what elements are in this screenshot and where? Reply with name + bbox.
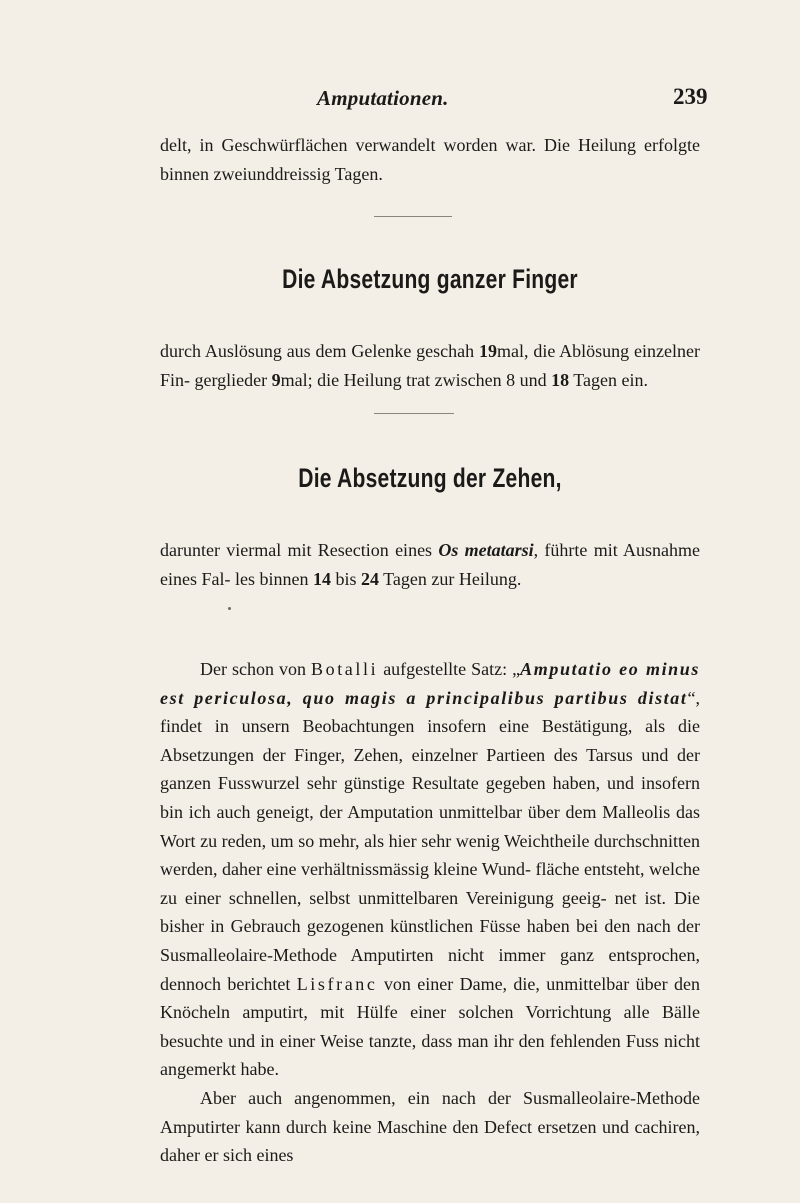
latin-term: Os metatarsi	[438, 540, 534, 560]
text-run: Tagen ein.	[569, 369, 648, 390]
paragraph-aber: Aber auch angenommen, ein nach der Susmalleolaire-Methode Amputirter kann durch keine Maschine den Defect ersetzen und cachiren, daher er sich eines	[160, 1087, 700, 1166]
section-text-toes	[160, 536, 700, 593]
number: 14	[312, 568, 331, 589]
author-name: Lisfranc	[296, 973, 378, 994]
author-name: Botalli	[310, 659, 379, 679]
page-number: 239	[673, 84, 708, 109]
text-run: aufgestellte Satz:	[378, 659, 513, 679]
text-run: Der schon von	[200, 659, 311, 679]
page-header	[0, 86, 800, 126]
paragraph-line: zweiunddreissig Tagen.	[213, 163, 383, 184]
text-run: von einer Dame, die, unmittelbar über den Knöcheln amputirt, mit Hülfe einer solchen Vorrichtung alle Bälle besuchte und in einer Weise tanzte, dass man ihr den fehlenden Fuss nicht angemerkt habe.	[160, 973, 700, 1080]
number: 19	[479, 341, 497, 361]
number: 18	[551, 369, 570, 390]
quote-mark: “	[687, 687, 696, 708]
section-text-fingers	[160, 337, 700, 394]
number: 9	[271, 369, 281, 390]
text-run: darunter viermal mit Resection eines	[160, 540, 439, 560]
text-run: Tagen zur Heilung.	[378, 568, 522, 589]
section-heading-toes: Die Absetzung der Zehen,	[298, 463, 562, 493]
section-heading-fingers: Die Absetzung ganzer Finger	[282, 264, 578, 294]
paragraph-botalli	[160, 655, 700, 1084]
paragraph-continuation	[160, 131, 700, 188]
text-run: mal, die Ablösung einzelner Fin- gerglieder	[160, 341, 700, 390]
quote-mark: „	[512, 659, 521, 679]
section-divider	[374, 413, 454, 414]
text-run: , führte mit Ausnahme eines Fal- les binnen	[160, 540, 700, 589]
text-run: , findet in unsern Beobachtungen insofern eine Bestätigung, als die Absetzungen der Finger, Zehen, einzelner Partieen des Tarsus und der ganzen Fusswurzel sehr günstige Resultate gegeben haben, und insofern bin ich auch geneigt, der Amputation unmittelbar über dem Malleolis das Wort zu reden, um so mehr, als hier sehr wenig Weichtheile durchschnitten werden, daher eine verhältnissmässig kleine Wund- fläche entsteht, welche zu einer schnellen, selbst unmittelbaren Vereinigung geeig- net ist. Die bisher in Gebrauch gezogenen künstlichen Füsse haben bei den nach der Susmalleolaire-Methode Amputirten nicht immer ganz entsprochen, dennoch berichtet	[160, 687, 700, 994]
text-run: bis	[330, 568, 361, 589]
text-run: mal; die Heilung trat zwischen 8 und	[280, 369, 552, 390]
main-text	[160, 655, 700, 1170]
latin-quote: Amputatio eo minus est periculosa, quo magis a principalibus partibus distat	[160, 659, 700, 708]
section-divider	[374, 216, 452, 217]
paragraph-line: delt, in Geschwürflächen verwandelt worden war. Die Heilung erfolgte binnen	[160, 135, 700, 184]
running-title: Amputationen.	[317, 86, 449, 110]
text-run: durch Auslösung aus dem Gelenke geschah	[160, 341, 479, 361]
paper-speck	[228, 607, 231, 610]
number: 24	[360, 568, 379, 589]
